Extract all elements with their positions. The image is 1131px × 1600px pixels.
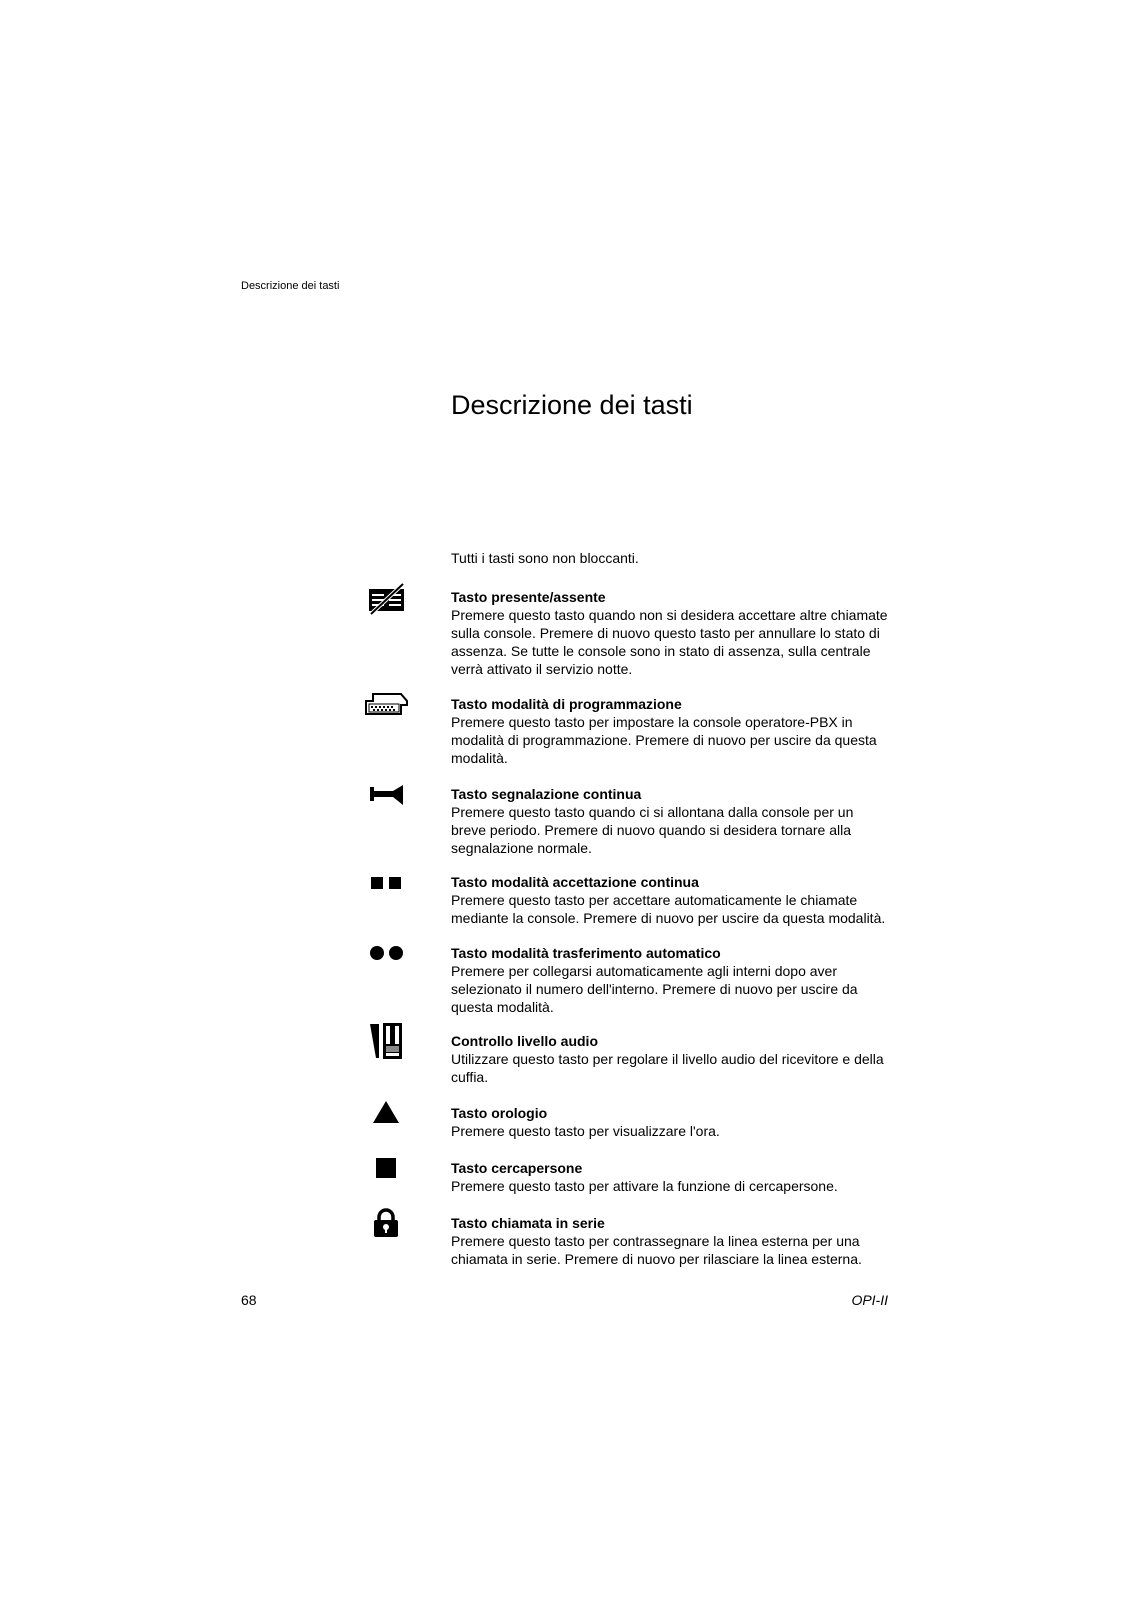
running-header: Descrizione dei tasti	[241, 280, 340, 292]
entry-line: Premere questo tasto per impostare la console operatore-PBX in	[451, 714, 853, 730]
entry-series-call	[451, 1214, 891, 1268]
entry-line: Premere questo tasto per contrassegnare la linea esterna per una	[451, 1233, 860, 1249]
entry-title: Controllo livello audio	[451, 1033, 598, 1049]
two-dots-icon	[369, 945, 405, 961]
entry-present-absent	[451, 588, 891, 678]
entry-title: Tasto orologio	[451, 1105, 548, 1121]
entry-line: selezionato il numero dell'interno. Premere di nuovo per uscire da	[451, 981, 858, 997]
entry-line: verrà attivato il servizio notte.	[451, 661, 633, 677]
entry-line: Premere questo tasto per attivare la funzione di cercapersone.	[451, 1178, 838, 1194]
entry-title: Tasto segnalazione continua	[451, 786, 642, 802]
entry-line: modalità.	[451, 750, 508, 766]
entry-title: Tasto modalità di programmazione	[451, 696, 682, 712]
page-number: 68	[241, 1292, 257, 1308]
two-squares-icon	[370, 876, 404, 890]
entry-line: mediante la console. Premere di nuovo per uscire da questa modalità.	[451, 910, 886, 926]
entry-title: Tasto modalità trasferimento automatico	[451, 945, 721, 961]
audio-level-icon	[369, 1022, 405, 1060]
page-title: Descrizione dei tasti	[451, 390, 693, 420]
entry-line: Premere questo tasto quando ci si allontana dalla console per un	[451, 804, 854, 820]
entry-line: questa modalità.	[451, 999, 554, 1015]
entry-continuous-accept	[451, 873, 891, 927]
document-name: OPI-II	[851, 1292, 888, 1308]
entry-line: Premere questo tasto per accettare automaticamente le chiamate	[451, 892, 858, 908]
programming-mode-icon	[364, 692, 412, 718]
entry-paging	[451, 1159, 891, 1195]
entry-title: Tasto chiamata in serie	[451, 1215, 605, 1231]
present-absent-icon	[367, 583, 407, 615]
entry-title: Tasto cercapersone	[451, 1160, 583, 1176]
entry-line: Premere per collegarsi automaticamente agli interni dopo aver	[451, 963, 837, 979]
entry-continuous-signal	[451, 785, 891, 857]
square-icon	[375, 1157, 397, 1179]
entry-line: chiamata in serie. Premere di nuovo per rilasciare la linea esterna.	[451, 1251, 862, 1267]
entry-title: Tasto modalità accettazione continua	[451, 874, 699, 890]
horn-icon	[369, 784, 405, 806]
entry-audio-level	[451, 1032, 891, 1086]
entry-programming-mode	[451, 695, 891, 767]
entry-line: breve periodo. Premere di nuovo quando si desidera tornare alla	[451, 822, 852, 838]
triangle-icon	[372, 1100, 400, 1124]
entry-line: Utilizzare questo tasto per regolare il livello audio del ricevitore e della	[451, 1051, 884, 1067]
entry-line: modalità di programmazione. Premere di nuovo per uscire da questa	[451, 732, 877, 748]
entry-line: Premere questo tasto per visualizzare l'ora.	[451, 1123, 720, 1139]
entry-line: segnalazione normale.	[451, 840, 592, 856]
intro-text: Tutti i tasti sono non bloccanti.	[451, 550, 639, 566]
entry-clock	[451, 1104, 891, 1140]
entry-auto-transfer	[451, 944, 891, 1016]
entry-line: sulla console. Premere di nuovo questo tasto per annullare lo stato di	[451, 625, 880, 641]
entry-line: cuffia.	[451, 1069, 489, 1085]
entry-title: Tasto presente/assente	[451, 589, 606, 605]
entry-line: assenza. Se tutte le console sono in stato di assenza, sulla centrale	[451, 643, 871, 659]
entry-line: Premere questo tasto quando non si desidera accettare altre chiamate	[451, 607, 888, 623]
lock-icon	[373, 1208, 399, 1238]
